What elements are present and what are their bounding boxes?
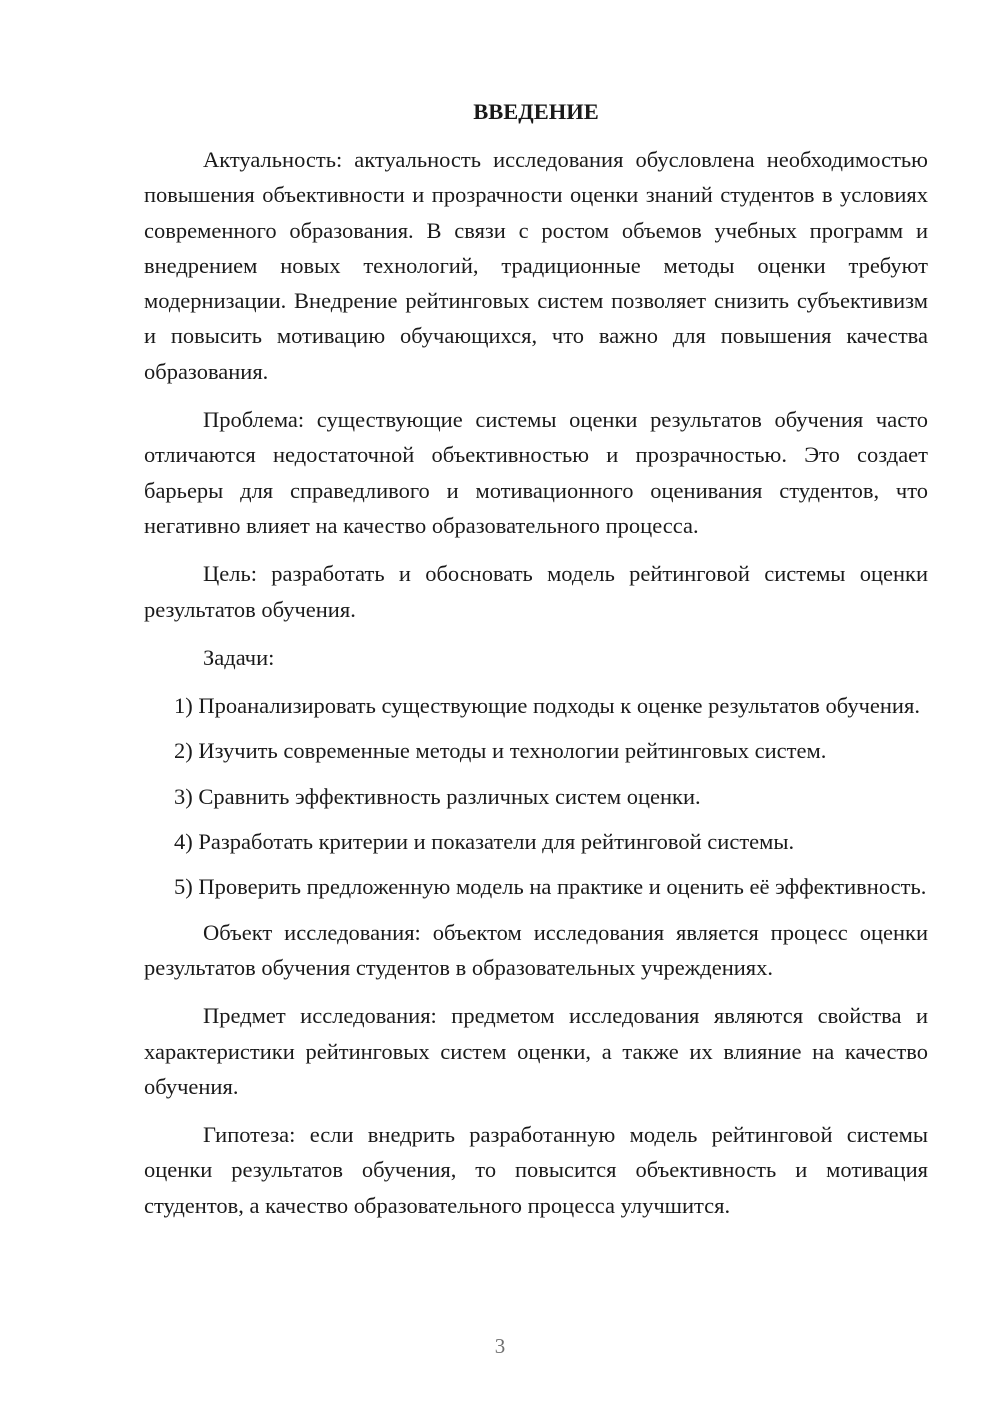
tasks-heading: Задачи: (203, 644, 275, 670)
document-page (144, 94, 928, 1236)
paragraph-relevance: Актуальность: актуальность исследования обусловлена необходимостью повышения объективности и прозрачности оценки знаний студентов в условиях современного образования. В связи с ростом объемов учебных программ и внедрением новых технологий, традиционные методы оценки требуют модернизации. Внедрение рейтинговых систем позволяет снизить субъективизм и повысить мотивацию обучающихся, что важно для повышения качества образования. (144, 147, 928, 384)
task-item: 2) Изучить современные методы и технологии рейтинговых систем. (174, 738, 827, 764)
task-item: 3) Сравнить эффективность различных систем оценки. (174, 783, 701, 809)
task-item: 5) Проверить предложенную модель на практике и оценить её эффективность. (174, 874, 927, 900)
section-title: ВВЕДЕНИЕ (473, 99, 599, 124)
task-item: 4) Разработать критерии и показатели для рейтинговой системы. (174, 829, 795, 855)
page-number: 3 (494, 1334, 506, 1358)
paragraph-subject: Предмет исследования: предметом исследования являются свойства и характеристики рейтинговых систем оценки, а также их влияние на качество обучения. (144, 1003, 928, 1099)
paragraph-hypothesis: Гипотеза: если внедрить разработанную модель рейтинговой системы оценки результатов обучения, то повысится объективность и мотивация студентов, а качество образовательного процесса улучшится. (144, 1122, 928, 1218)
task-item: 1) Проанализировать существующие подходы к оценке результатов обучения. (174, 693, 920, 719)
paragraph-object: Объект исследования: объектом исследования является процесс оценки результатов обучения студентов в образовательных учреждениях. (144, 919, 928, 980)
paragraph-problem: Проблема: существующие системы оценки результатов обучения часто отличаются недостаточной объективностью и прозрачностью. Это создает барьеры для справедливого и мотивационного оценивания студентов, что негативно влияет на качество образовательного процесса. (144, 407, 928, 538)
paragraph-goal: Цель: разработать и обосновать модель рейтинговой системы оценки результатов обучения. (144, 561, 928, 622)
